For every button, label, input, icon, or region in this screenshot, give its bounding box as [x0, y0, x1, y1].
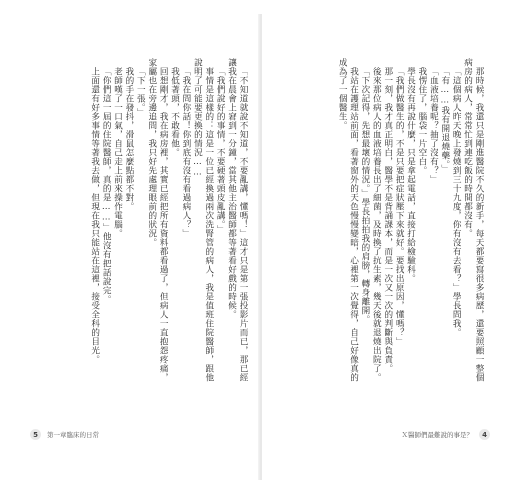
- running-head: 第一章臨床的日常: [47, 431, 99, 439]
- paragraph: 「這個病人昨天晚上發燒到三十九度，你有沒有去看？」學長問我。: [451, 66, 462, 337]
- paragraph: 「我們做醫生的，不是只要把症狀壓下來就好。要找出原因，懂嗎？」: [394, 66, 405, 346]
- paragraph: 學長沒有再說什麼，只是拿起電話，直接打給檢驗科。: [405, 66, 416, 283]
- book-spread: [22, 14, 500, 480]
- paragraph: 事情是這樣的：這是一位已經換過兩次洗腎管的病人，我是值班住院醫師，跟他說明了可能要更換的情況……: [192, 58, 214, 382]
- paragraph: 「你們這一屆的住院醫師，真的是……」他沒有把話說完。: [101, 66, 112, 304]
- paragraph: 「下一張。」: [135, 66, 146, 117]
- paragraph: 我站在護理站前面，看著窗外的天色慢慢變暗，心裡第一次覺得，自己好像真的成為了一個醫生。: [337, 58, 359, 382]
- paragraph: 「不知道就說不知道，不要亂講，懂嗎！」這才只是第一張投影片而已，那已經讓我在晨會上窘到一分鐘，當其他主治醫師都等著看好戲的時候。: [226, 58, 248, 382]
- paragraph: 回想剛才，我在病房裡，其實已經把所有資料都看過了，但病人一直抱怨疼痛，家屬也在旁邊追問，我只好先處理眼前的狀況。: [146, 58, 169, 382]
- right-page-footer: [402, 429, 491, 440]
- paragraph: 我低著頭，不敢看他。: [169, 66, 180, 157]
- paragraph: 「我們說好的事情，不要硬著頭皮亂講。」: [215, 66, 226, 234]
- paragraph: 後來那位病人的血液培養長出了細菌，及時換了抗生素，幾天後就退燒出院了。: [371, 66, 382, 382]
- running-head: Ｘ醫師們最難說的事是？: [401, 431, 473, 439]
- paragraph: 那時候，我還只是剛進醫院不久的新手，每天都要寫很多病歷，還要照顧一整個病房的病人，常常忙到連吃飯的時間都沒有。: [462, 58, 484, 382]
- right-page-body: [278, 58, 484, 384]
- paragraph: 那一刻，我才真正明白，醫學不是背誦課本，而是一次又一次的判斷與負責。: [382, 66, 393, 373]
- paragraph: 「血液培養呢？抽了沒有？」: [428, 66, 439, 184]
- paragraph: 我愣住了，腦袋一片空白。: [416, 66, 427, 175]
- left-page-footer: [30, 429, 99, 440]
- paragraph: 「下次記得，先想最壞的情況。」學長拍拍我的肩膀，轉身離開。: [359, 66, 370, 324]
- paragraph: 老師嘆了一口氣，自己走上前來操作電腦。: [112, 66, 123, 238]
- page-number: 5: [30, 429, 41, 440]
- paragraph: 「有……我有開退燒藥。」: [439, 66, 450, 174]
- paragraph: 「我在問你話！你到底有沒有看過病人？」: [180, 66, 191, 238]
- paragraph: 上面還有好多事情等著我去做，但現在我只能站在這裡，接受全科的目光。: [89, 66, 100, 364]
- left-page: [22, 14, 260, 480]
- left-page-body: [52, 58, 248, 384]
- page-number: 4: [479, 429, 490, 440]
- paragraph: 我的手在發抖，滑鼠怎麼點都不對。: [123, 66, 134, 211]
- right-page: [262, 14, 500, 480]
